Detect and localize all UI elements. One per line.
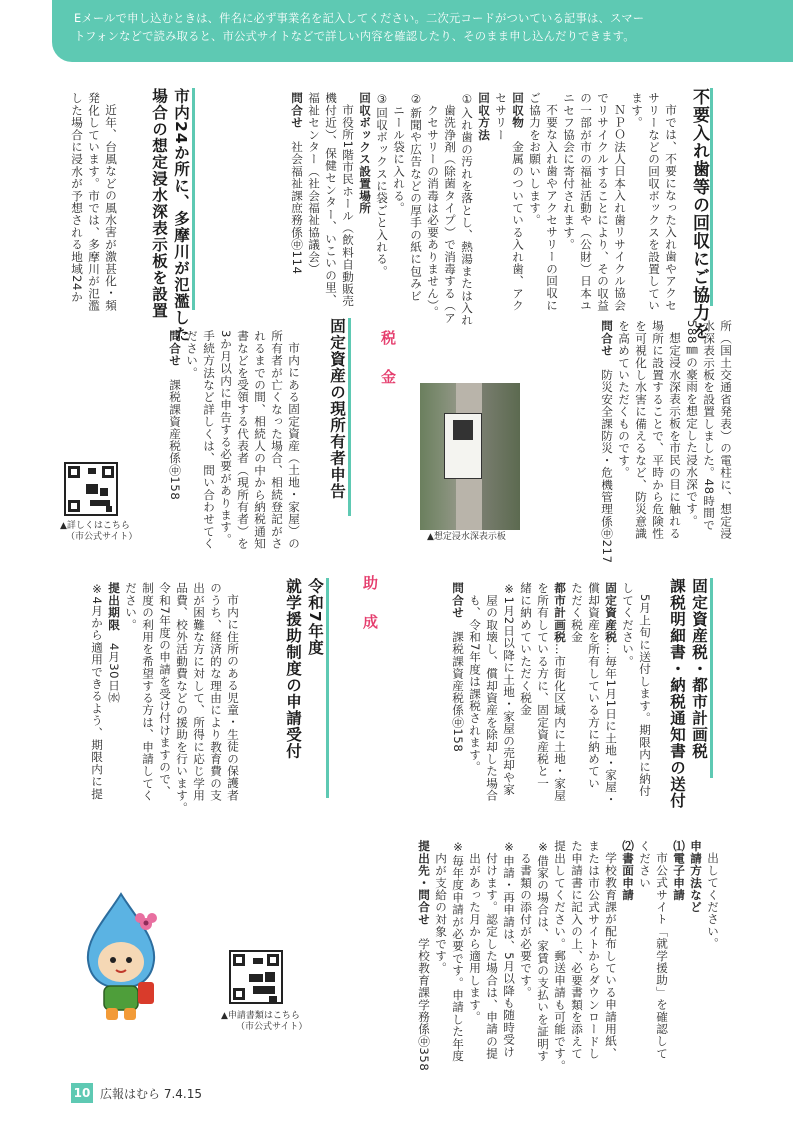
school-aid-body <box>88 582 241 814</box>
box-location-text: 市役所1階市民ホール（飲料自動販売 機付近）、保健センター、いこいの里、 福祉センター（社会福祉協議会） <box>307 92 355 307</box>
school-aid-qr-caption-sub: （市公式サイト） <box>236 1022 308 1032</box>
publication-info: 広報はむら 7.4.15 <box>100 1087 202 1101</box>
flood-sign-article-title: 市内24か所に、多摩川が氾濫した 場合の想定浸水深表示板を設置 <box>148 88 195 310</box>
flood-sign-body-start <box>68 92 119 312</box>
items-text: 金属のついている入れ歯、アク セサリー <box>494 92 525 312</box>
method-step-2: ②新聞や広告などの厚手の紙に包みビ ニール袋に入れる。 <box>392 92 423 302</box>
flood-sign-body-cont <box>598 320 734 564</box>
tax-statement-contact: 課税課資産税係㊥158 <box>451 630 465 753</box>
asset-owner-qr-caption-sub: （市公式サイト） <box>66 532 138 542</box>
school-aid-qr-code[interactable] <box>229 950 283 1004</box>
tax-statement-article-title: 固定資産税・都市計画税 課税明細書・納税通知書の送付 <box>666 578 713 778</box>
dentures-intro: 市では、不要になった入れ歯やアクセ サリーなどの回収ボックスを設置してい ます。 <box>630 92 678 312</box>
tax-statement-body <box>449 582 653 806</box>
dentures-contact-label: 問合せ <box>290 92 304 129</box>
dentures-contact: 社会福祉課庶務係㊥114 <box>290 140 304 275</box>
asset-owner-qr-code[interactable] <box>64 462 118 516</box>
school-aid-qr-caption: ▲申請書類はこちら <box>221 1011 300 1021</box>
deadline-value: 4月30日㈬ <box>107 643 121 704</box>
application-method-label: 申請方法など <box>689 840 703 914</box>
depth-sign-plate <box>444 413 482 479</box>
flood-depth-sign-photo <box>420 383 520 530</box>
school-aid-contact: 学校教育課学務係㊥358 <box>417 937 431 1072</box>
dentures-request-text: 不要な入れ歯やアクセサリーの回収に ご協力をお願いします。 <box>528 92 559 311</box>
mascot-illustration <box>76 888 166 1023</box>
box-location-label: 回収ボックス設置場所 <box>358 92 372 214</box>
fixed-asset-tax-label: 固定資産税 <box>604 582 618 643</box>
category-tax: 税金 <box>379 330 397 408</box>
flood-sign-intro: 近年、台風などの風水害が激甚化・頻 発化しています。市では、多摩川が氾濫 した場合に浸水が予想される地域24か <box>70 92 118 312</box>
school-aid-article-title: 令和7年度 就学援助制度の申請受付 <box>282 578 329 798</box>
page-number: 10 <box>71 1083 93 1103</box>
items-label: 回収物 <box>511 92 525 129</box>
notice-line-1: Eメールで申し込むときは、件名に必ず事業名を記入してください。二次元コードがついている記事は、スマー <box>74 12 645 25</box>
paper-application-text: 学校教育課が配布している申請用紙、 または市公式サイトからダウンロードし た申請書に記入の上、必要書類を添えて 提出してください。郵送申請も可能です。 <box>553 840 618 1072</box>
dentures-npo-text: ＮＰＯ法人日本入れ歯リサイクル協会 でリサイクルすることにより、その収益 の一部が市の福祉活動や（公財）日本ユ ニセフ協会に寄付されます。 <box>562 92 627 312</box>
method-step-3: ③回収ボックスに袋ごと入れる。 <box>375 92 389 278</box>
deadline-note: ※4月から適用できるよう、期限内に提 <box>90 582 104 800</box>
flood-sign-contact-label: 問合せ <box>600 320 614 357</box>
city-planning-tax-text: …市街化区域内に土地・家屋 を所有している方に、固定資産税と一 緒に納めていただく税金 <box>519 582 567 802</box>
photo-caption: ▲想定浸水深表示板 <box>427 532 506 542</box>
paper-application-label: ⑵書面申請 <box>621 840 635 901</box>
asset-owner-contact-label: 問合せ <box>168 330 182 367</box>
school-aid-intro: 市内に住所のある児童・生徒の保護者 のうち、経済的な理由により教育費の支 出が困難な方に対して、所得に応じ学用 品費、校外活動費などの援助を行います。 令和7年度の申請を受け付けますので、 制度の利用を希望する方は、申請してく ださい。 <box>124 582 240 814</box>
depth-sign-pictogram <box>453 420 473 440</box>
school-aid-contact-label: 提出先・問合せ <box>417 840 431 926</box>
fixed-asset-tax-text: …毎年1月1日に土地・家屋・ 償却資産を所有している方に納めてい ただく税金 <box>570 582 618 806</box>
flood-sign-purpose-text: 想定浸水深表示板を市民の目に触れる 場所に設置することで、平時から危険性 を可視化し水害に備えるなど、防災意識 を高めていただくものです。 <box>617 320 682 540</box>
reapplication-note: ※申請・再申請は、5月以降も随時受け 付けます。認定した場合は、申請の提 出があった月から適用します。 <box>468 840 516 1060</box>
deadline-label: 提出期限 <box>107 582 121 631</box>
method-label: 回収方法 <box>477 92 491 141</box>
rental-note: ※借家の場合は、家賃の支払いを証明す る書類の添付が必要です。 <box>519 840 550 1062</box>
school-aid-body-cont <box>415 840 721 1072</box>
city-planning-tax-label: 都市計画税 <box>553 582 567 643</box>
electronic-application-label: ⑴電子申請 <box>672 840 686 901</box>
tax-statement-intro: 5月上旬に送付します。期限内に納付 してください。 <box>621 582 652 797</box>
flood-sign-install-text: 所（国土交通省発表）の電柱に、想定浸 水深表示板を設置しました。48時間で 588㎜の豪雨を想定した浸水深です。 <box>685 320 733 540</box>
flood-sign-contact: 防災安全課防災・危機管理係㊥217 <box>600 368 614 564</box>
method-step-1: ①入れ歯の汚れを落とし、熱湯または入れ 歯洗浄剤（除菌タイプ）で消毒する（ア クセサリーの消毒は必要ありません）。 <box>426 92 474 327</box>
notice-banner <box>52 0 793 62</box>
category-grant: 助成 <box>361 575 379 653</box>
tax-statement-contact-label: 問合せ <box>451 582 465 619</box>
electronic-application-text: 市公式サイト「就学援助」を確認して ください <box>638 840 669 1059</box>
asset-owner-qr-caption: ▲詳しくはこちら <box>60 521 130 531</box>
asset-owner-body <box>166 330 302 550</box>
dentures-article-body <box>288 92 679 327</box>
deadline-note-cont: 出してください。 <box>706 851 720 950</box>
tax-statement-note: ※1月2日以降に土地・家屋の売却や家 屋の取壊し、償却資産を除却した場合 も、令和7年度は課税されます。 <box>468 582 516 802</box>
annual-application-note: ※毎年度申請が必要です。申請した年度 内が支給の対象です。 <box>434 840 465 1062</box>
asset-owner-contact: 課税課資産税係㊥158 <box>168 378 182 501</box>
asset-owner-text: 市内にある固定資産（土地・家屋）の 所有者が亡くなった場合、相続登記がさ れるまでの間、相続人の中から納税通知 書などを受領する代表者（現所有者）を 3か月以内に申告する必要があります。 手続方法など詳しくは、問い合わせてく ださい。 <box>185 330 301 550</box>
notice-line-2: トフォンなどで読み取ると、市公式サイトなどで詳しい内容を確認したり、そのまま申し込んだりできます。 <box>74 30 635 43</box>
dentures-article-title: 不要入れ歯等の回収にご協力を <box>688 88 713 306</box>
asset-owner-article-title: 固定資産の現所有者申告 <box>326 318 351 516</box>
